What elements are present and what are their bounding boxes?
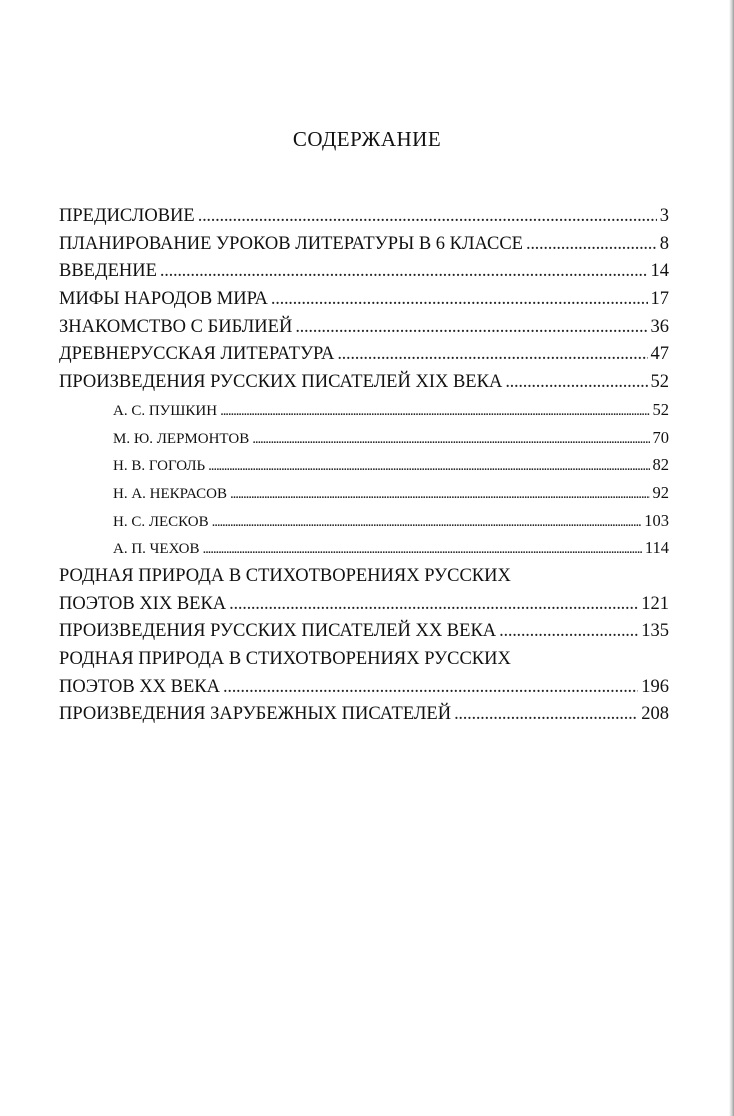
toc-entry-myths[interactable] [59, 289, 669, 317]
toc-entry-title: А. П. ЧЕХОВ [113, 541, 200, 558]
toc-dot-leader [223, 677, 638, 698]
toc-entry-preface[interactable] [59, 206, 669, 234]
toc-entry-title: М. Ю. ЛЕРМОНТОВ [113, 430, 250, 447]
toc-page-number: 196 [641, 676, 669, 697]
toc-subentry-nekrasov[interactable] [59, 483, 669, 511]
toc-entry-title: А. С. ПУШКИН [113, 402, 218, 419]
toc-entry-lesson-planning[interactable] [59, 234, 669, 262]
toc-subentry-chekhov[interactable] [59, 538, 669, 566]
toc-entry-title: ПРОИЗВЕДЕНИЯ РУССКИХ ПИСАТЕЛЕЙ XIX ВЕКА [59, 372, 503, 393]
toc-page-number: 135 [641, 621, 669, 642]
toc-entry-title: РОДНАЯ ПРИРОДА В СТИХОТВОРЕНИЯХ РУССКИХ [59, 649, 511, 669]
toc-page-number: 208 [641, 704, 669, 725]
toc-dot-leader [526, 234, 657, 255]
page-edge-shadow [729, 0, 734, 1116]
toc-dot-leader [202, 541, 641, 558]
toc-dot-leader [160, 261, 648, 282]
toc-page-number: 52 [650, 372, 669, 393]
toc-dot-leader [337, 344, 647, 365]
toc-page-number: 82 [652, 455, 669, 475]
toc-dot-leader [229, 594, 638, 615]
toc-page-number: 36 [650, 316, 669, 337]
toc-dot-leader [505, 372, 647, 393]
toc-page-number: 121 [641, 593, 669, 614]
toc-subentry-leskov[interactable] [59, 511, 669, 539]
toc-dot-leader [271, 289, 648, 310]
toc-entry-russian-writers-19c[interactable] [59, 372, 669, 400]
toc-entry-title: ПРОИЗВЕДЕНИЯ РУССКИХ ПИСАТЕЛЕЙ XX ВЕКА [59, 621, 497, 642]
page-title: СОДЕРЖАНИЕ [292, 127, 442, 151]
toc-dot-leader [230, 486, 649, 503]
toc-entry-title: ВВЕДЕНИЕ [59, 261, 157, 282]
toc-dot-leader [220, 403, 649, 420]
toc-page-number: 3 [659, 206, 669, 226]
toc-entry-title: МИФЫ НАРОДОВ МИРА [59, 289, 268, 310]
toc-dot-leader [212, 514, 642, 531]
toc-entry-foreign-writers[interactable] [59, 704, 669, 732]
toc-entry-title: РОДНАЯ ПРИРОДА В СТИХОТВОРЕНИЯХ РУССКИХ [59, 565, 511, 586]
toc-entry-nature-poets-19c-line2[interactable] [59, 594, 669, 622]
toc-entry-russian-writers-20c[interactable] [59, 621, 669, 649]
toc-page-number: 17 [650, 289, 669, 310]
toc-subentry-lermontov[interactable] [59, 428, 669, 456]
toc-entry-title: Н. С. ЛЕСКОВ [113, 513, 209, 530]
toc-entry-title: ПЛАНИРОВАНИЕ УРОКОВ ЛИТЕРАТУРЫ В 6 КЛАССЕ [59, 233, 523, 254]
toc-entry-title: ПРЕДИСЛОВИЕ [59, 206, 195, 226]
toc-dot-leader [454, 704, 638, 725]
toc-entry-nature-poets-20c-line1[interactable] [59, 649, 669, 677]
toc-entry-introduction[interactable] [59, 261, 669, 289]
toc-subentry-gogol[interactable] [59, 455, 669, 483]
table-of-contents [59, 206, 669, 732]
toc-entry-title: Н. В. ГОГОЛЬ [113, 458, 206, 475]
toc-entry-old-russian-literature[interactable] [59, 344, 669, 372]
toc-page-number: 114 [644, 538, 669, 558]
toc-page-number: 70 [652, 427, 669, 447]
toc-entry-nature-poets-19c-line1[interactable] [59, 566, 669, 594]
toc-entry-title: ПРОИЗВЕДЕНИЯ ЗАРУБЕЖНЫХ ПИСАТЕЛЕЙ [59, 704, 452, 725]
toc-dot-leader [295, 317, 647, 338]
toc-dot-leader [499, 621, 638, 642]
toc-page-number: 8 [659, 233, 669, 254]
toc-entry-nature-poets-20c-line2[interactable] [59, 677, 669, 705]
toc-entry-title: ПОЭТОВ XX ВЕКА [59, 676, 220, 697]
toc-page-number: 52 [652, 399, 669, 419]
toc-entry-title: ДРЕВНЕРУССКАЯ ЛИТЕРАТУРА [59, 344, 335, 365]
toc-entry-bible[interactable] [59, 317, 669, 345]
toc-entry-title: ЗНАКОМСТВО С БИБЛИЕЙ [59, 316, 293, 337]
toc-page-number: 47 [650, 344, 669, 365]
toc-entry-title: ПОЭТОВ XIX ВЕКА [59, 593, 227, 614]
toc-page-number: 103 [644, 510, 669, 530]
toc-dot-leader [198, 206, 657, 227]
toc-dot-leader [208, 458, 649, 475]
toc-dot-leader [252, 431, 649, 448]
toc-subentry-pushkin[interactable] [59, 400, 669, 428]
toc-page-number: 92 [652, 482, 669, 502]
toc-page-number: 14 [650, 261, 669, 282]
toc-entry-title: Н. А. НЕКРАСОВ [113, 485, 228, 502]
